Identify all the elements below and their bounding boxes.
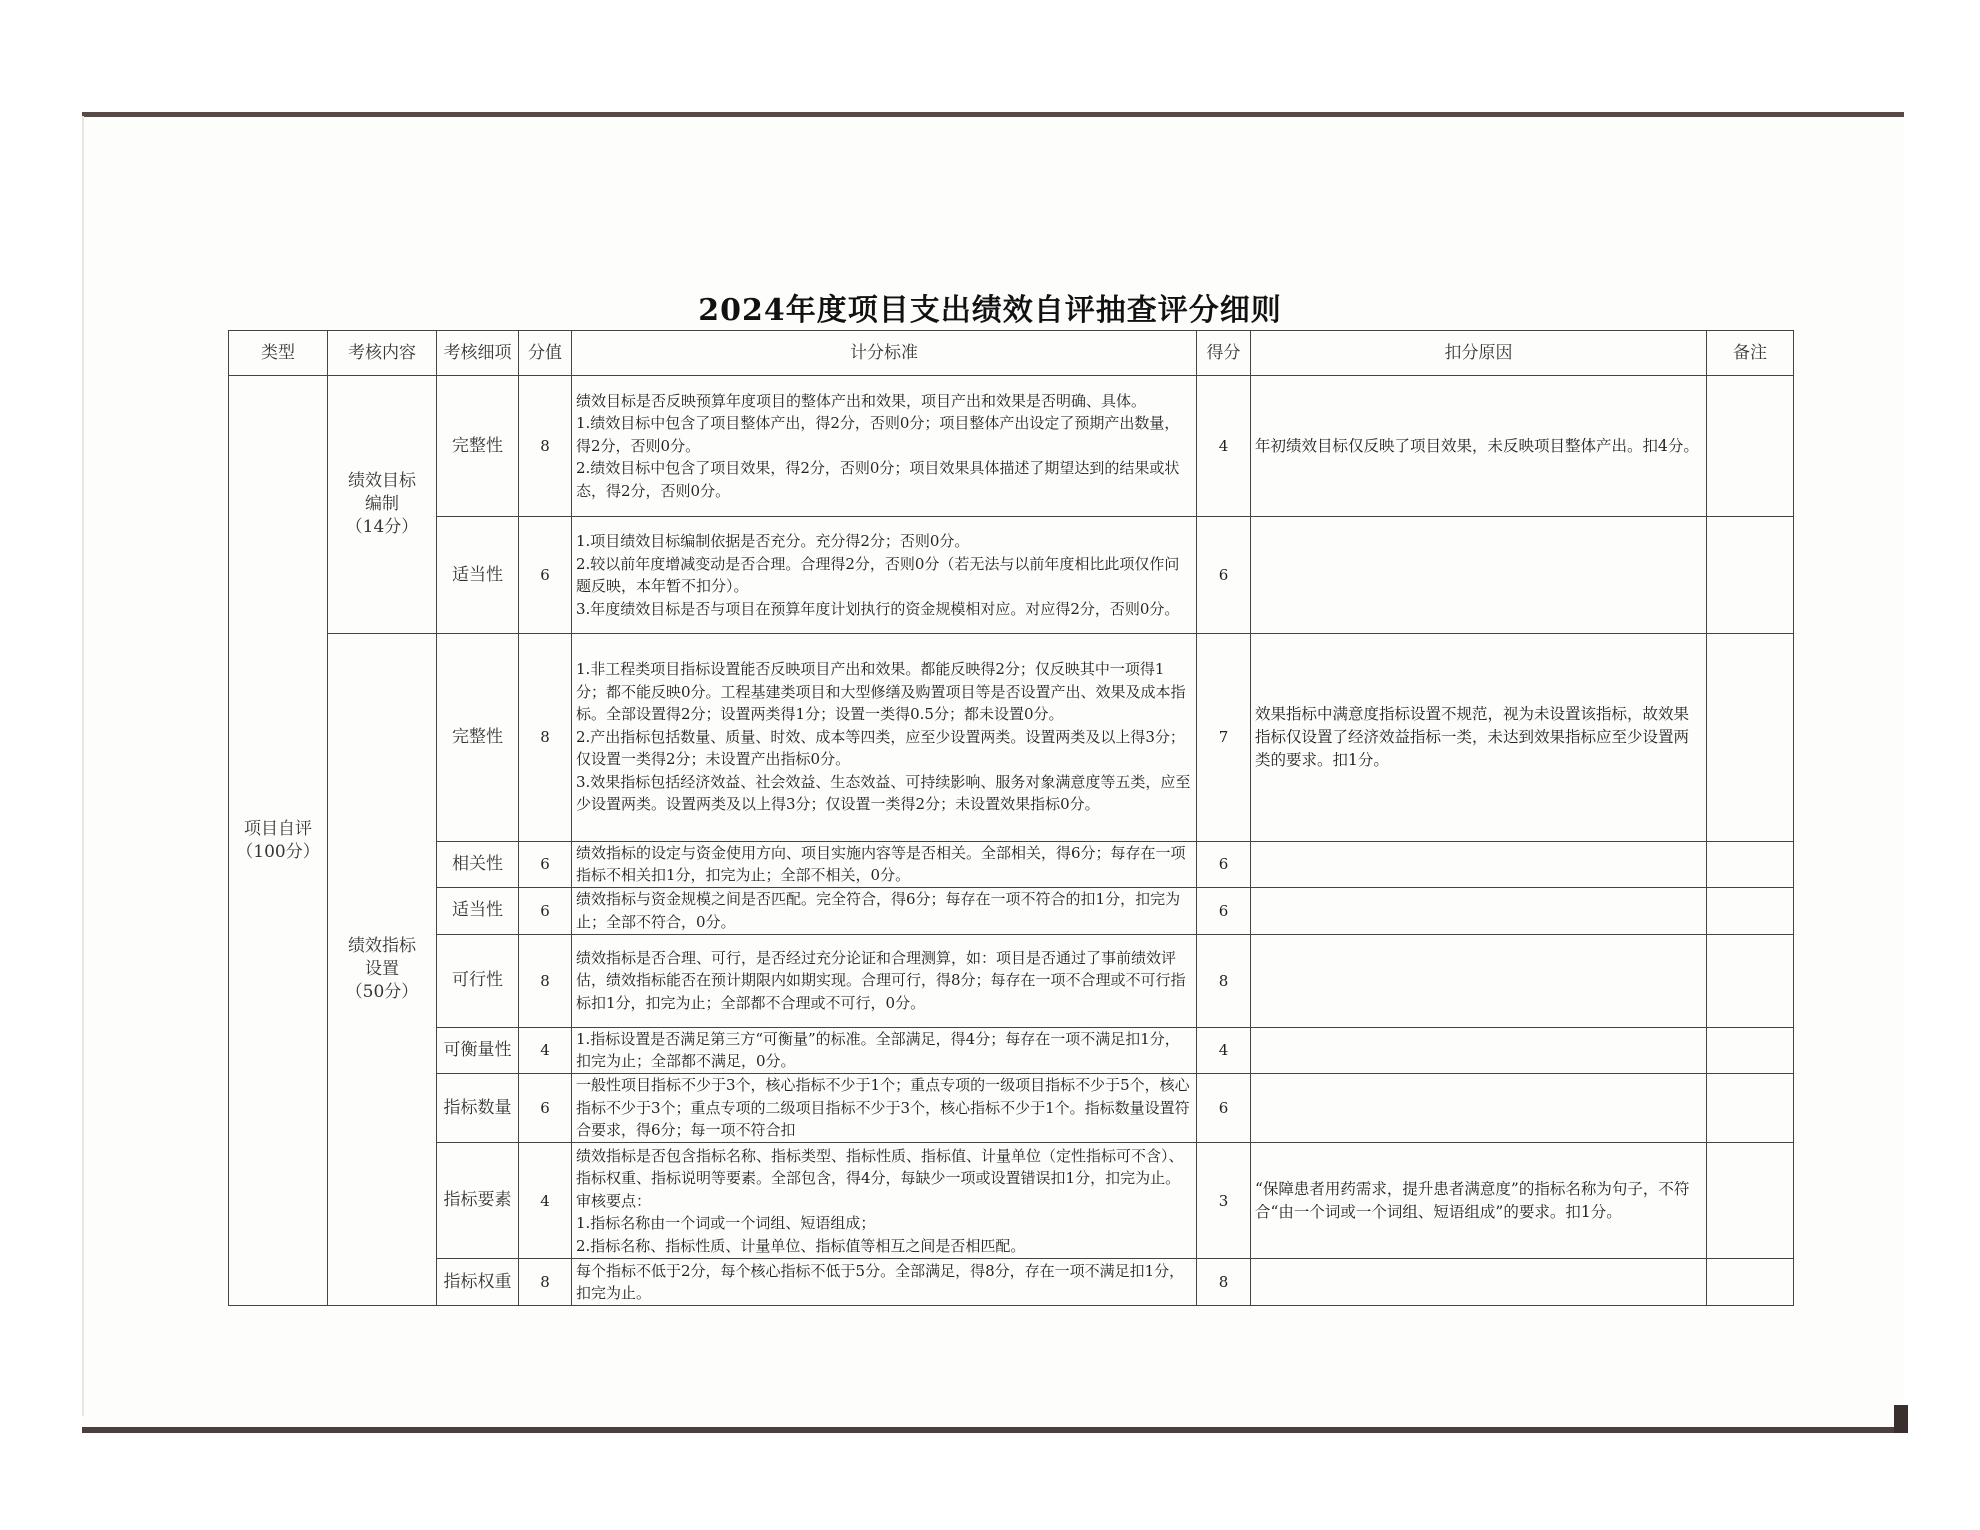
note-cell <box>1707 1259 1794 1306</box>
group-cell-goal: 绩效目标 编制 （14分） <box>328 376 437 634</box>
score-cell: 6 <box>519 517 572 633</box>
score-cell: 8 <box>519 633 572 841</box>
table-row <box>229 841 1794 887</box>
criteria-cell: 绩效指标是否包含指标名称、指标类型、指标性质、指标值、计量单位（定性指标可不含）、指标权重、指标说明等要素。全部包含，得4分，每缺少一项或设置错误扣1分，扣完为止。审核要点： 1.指标名称由一个词或一个词组、短语组成； 2.指标名称、指标性质、计量单位、指标值等相互之间是否相匹配。 <box>572 1143 1197 1259</box>
header-type: 类型 <box>229 331 328 376</box>
header-row <box>229 331 1794 376</box>
detail-cell: 指标数量 <box>437 1074 519 1143</box>
header-reason: 扣分原因 <box>1251 331 1707 376</box>
detail-cell: 相关性 <box>437 841 519 887</box>
got-cell: 8 <box>1197 934 1251 1027</box>
document-title: 2024年度项目支出绩效自评抽查评分细则 <box>698 293 1282 328</box>
detail-cell: 可行性 <box>437 934 519 1027</box>
detail-cell: 指标权重 <box>437 1259 519 1306</box>
reason-cell: 效果指标中满意度指标设置不规范，视为未设置该指标，故效果指标仅设置了经济效益指标一类，未达到效果指标应至少设置两类的要求。扣1分。 <box>1251 633 1707 841</box>
got-cell: 6 <box>1197 841 1251 887</box>
score-cell: 8 <box>519 934 572 1027</box>
criteria-cell: 每个指标不低于2分，每个核心指标不低于5分。全部满足，得8分，存在一项不满足扣1分，扣完为止。 <box>572 1259 1197 1306</box>
table-row <box>229 1074 1794 1143</box>
criteria-cell: 绩效指标与资金规模之间是否匹配。完全符合，得6分；每存在一项不符合的扣1分，扣完为止；全部不符合，0分。 <box>572 888 1197 934</box>
detail-cell: 适当性 <box>437 517 519 633</box>
reason-cell <box>1251 888 1707 934</box>
header-detail: 考核细项 <box>437 331 519 376</box>
got-cell: 4 <box>1197 1027 1251 1073</box>
note-cell <box>1707 934 1794 1027</box>
reason-cell <box>1251 1074 1707 1143</box>
got-cell: 7 <box>1197 633 1251 841</box>
reason-cell: “保障患者用药需求，提升患者满意度”的指标名称为句子，不符合“由一个词或一个词组、短语组成”的要求。扣1分。 <box>1251 1143 1707 1259</box>
note-cell <box>1707 517 1794 633</box>
criteria-cell: 绩效指标是否合理、可行，是否经过充分论证和合理测算，如：项目是否通过了事前绩效评估，绩效指标能否在预计期限内如期实现。合理可行，得8分；每存在一项不合理或不可行指标扣1分，扣完为止；全部都不合理或不可行，0分。 <box>572 934 1197 1027</box>
detail-cell: 适当性 <box>437 888 519 934</box>
detail-cell: 指标要素 <box>437 1143 519 1259</box>
type-cell: 项目自评 （100分） <box>229 376 328 1306</box>
group-cell-indicator: 绩效指标 设置 （50分） <box>328 633 437 1305</box>
criteria-cell: 一般性项目指标不少于3个，核心指标不少于1个；重点专项的一级项目指标不少于5个，核心指标不少于3个；重点专项的二级项目指标不少于3个，核心指标不少于1个。指标数量设置符合要求，得6分；每一项不符合扣 <box>572 1074 1197 1143</box>
score-cell: 4 <box>519 1143 572 1259</box>
criteria-cell: 1.非工程类项目指标设置能否反映项目产出和效果。都能反映得2分；仅反映其中一项得1分；都不能反映0分。工程基建类项目和大型修缮及购置项目等是否设置产出、效果及成本指标。全部设置得2分；设置两类得1分；设置一类得0.5分；都未设置0分。 2.产出指标包括数量、质量、时效、成本等四类，应至少设置两类。设置两类及以上得3分；仅设置一类得2分；未设置产出指标0分。 3.效果指标包括经济效益、社会效益、生态效益、可持续影响、服务对象满意度等五类，应至少设置两类。设置两类及以上得3分；仅设置一类得2分；未设置效果指标0分。 <box>572 633 1197 841</box>
table-row <box>229 517 1794 633</box>
table-row <box>229 934 1794 1027</box>
note-cell <box>1707 376 1794 517</box>
table-row <box>229 633 1794 841</box>
header-criteria: 计分标准 <box>572 331 1197 376</box>
reason-cell <box>1251 517 1707 633</box>
note-cell <box>1707 1074 1794 1143</box>
header-score: 分值 <box>519 331 572 376</box>
criteria-cell: 绩效目标是否反映预算年度项目的整体产出和效果，项目产出和效果是否明确、具体。 1.绩效目标中包含了项目整体产出，得2分，否则0分；项目整体产出设定了预期产出数量，得2分，否则0分。 2.绩效目标中包含了项目效果，得2分，否则0分；项目效果具体描述了期望达到的结果或状态，得2分，否则0分。 <box>572 376 1197 517</box>
score-cell: 6 <box>519 888 572 934</box>
got-cell: 6 <box>1197 1074 1251 1143</box>
score-cell: 6 <box>519 841 572 887</box>
table-row <box>229 1143 1794 1259</box>
table-row <box>229 376 1794 517</box>
table-row <box>229 888 1794 934</box>
table-row <box>229 1027 1794 1073</box>
note-cell <box>1707 841 1794 887</box>
criteria-cell: 1.项目绩效目标编制依据是否充分。充分得2分；否则0分。 2.较以前年度增减变动是否合理。合理得2分，否则0分（若无法与以前年度相比此项仅作问题反映，本年暂不扣分）。 3.年度绩效目标是否与项目在预算年度计划执行的资金规模相对应。对应得2分，否则0分。 <box>572 517 1197 633</box>
reason-cell: 年初绩效目标仅反映了项目效果，未反映项目整体产出。扣4分。 <box>1251 376 1707 517</box>
got-cell: 6 <box>1197 888 1251 934</box>
got-cell: 3 <box>1197 1143 1251 1259</box>
note-cell <box>1707 888 1794 934</box>
scoring-table <box>228 330 1794 1306</box>
got-cell: 8 <box>1197 1259 1251 1306</box>
header-got: 得分 <box>1197 331 1251 376</box>
criteria-cell: 1.指标设置是否满足第三方“可衡量”的标准。全部满足，得4分；每存在一项不满足扣1分，扣完为止；全部都不满足，0分。 <box>572 1027 1197 1073</box>
detail-cell: 完整性 <box>437 376 519 517</box>
got-cell: 4 <box>1197 376 1251 517</box>
reason-cell <box>1251 934 1707 1027</box>
note-cell <box>1707 633 1794 841</box>
detail-cell: 完整性 <box>437 633 519 841</box>
score-cell: 4 <box>519 1027 572 1073</box>
detail-cell: 可衡量性 <box>437 1027 519 1073</box>
score-cell: 8 <box>519 1259 572 1306</box>
reason-cell <box>1251 841 1707 887</box>
table-row <box>229 1259 1794 1306</box>
score-cell: 6 <box>519 1074 572 1143</box>
header-content: 考核内容 <box>328 331 437 376</box>
note-cell <box>1707 1143 1794 1259</box>
note-cell <box>1707 1027 1794 1073</box>
header-note: 备注 <box>1707 331 1794 376</box>
reason-cell <box>1251 1259 1707 1306</box>
score-cell: 8 <box>519 376 572 517</box>
criteria-cell: 绩效指标的设定与资金使用方向、项目实施内容等是否相关。全部相关，得6分；每存在一项指标不相关扣1分，扣完为止；全部不相关，0分。 <box>572 841 1197 887</box>
reason-cell <box>1251 1027 1707 1073</box>
got-cell: 6 <box>1197 517 1251 633</box>
